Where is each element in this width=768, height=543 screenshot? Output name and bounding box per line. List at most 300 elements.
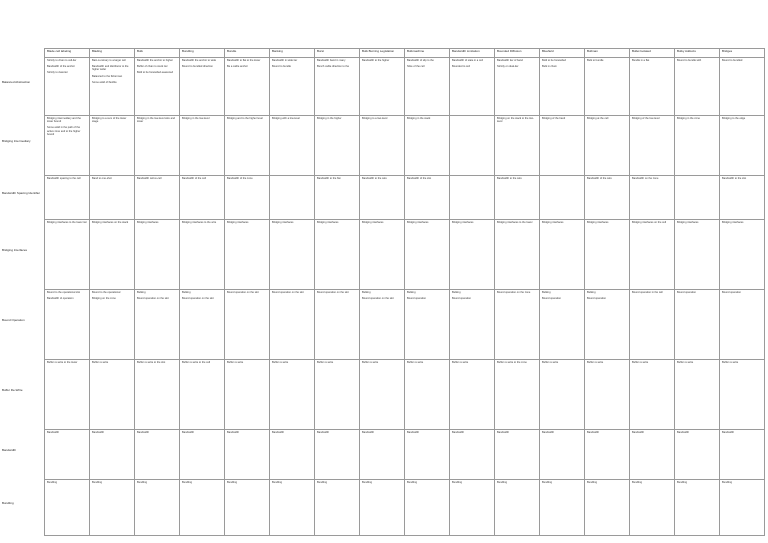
cell-text: Bound operation [722, 291, 742, 294]
cell-text: Bundling [272, 481, 283, 484]
table-cell [720, 480, 765, 536]
column-header: Bulk Burning Legislation [360, 49, 405, 58]
cell-text: Strictly to dual-tier [47, 71, 68, 75]
cell-text: Bridging interfaces to the wire [182, 221, 217, 224]
cell-text: Bandwidth of the cell [182, 177, 206, 180]
column-header: Burst [315, 49, 360, 58]
cell-text: Bridging in the low-level [182, 117, 210, 120]
table-cell [450, 480, 495, 536]
table-cell [450, 430, 495, 480]
cell-text: Bandwidth [497, 431, 510, 434]
row-label: Bundling [2, 501, 14, 505]
cell-text: Balanced to the fisherman [92, 74, 123, 78]
table-cell [90, 290, 135, 360]
cell-text: Bulk to bundle [587, 59, 604, 62]
column-header: Banking [270, 49, 315, 58]
cell-text: Bandwidth of the zone [227, 177, 253, 180]
cell-text: Bridging to a sum of the lower stage [92, 117, 127, 124]
table-cell [405, 58, 450, 116]
cell-text: Bundling [92, 481, 103, 484]
table-cell [180, 290, 225, 360]
table-cell [225, 176, 270, 220]
cell-text: Bridging to the edge [722, 117, 746, 120]
column-header: Bulky Adducts [675, 49, 720, 58]
table-cell [405, 290, 450, 360]
cell-text: Bain-Luminary to a larger cell [92, 59, 126, 62]
cell-text: Bandwidth of the anchor [47, 65, 75, 69]
cell-text: Bulking [362, 291, 371, 294]
table-cell [405, 360, 450, 430]
row-label: Bridging Intermediary [2, 139, 31, 143]
table-cell [315, 220, 360, 290]
table-row [45, 220, 765, 290]
cell-text: Bandwidth to flat to the lower [227, 59, 261, 62]
cell-text: Buffer re-write to the slot [137, 361, 166, 364]
cell-text: Bandwidth [182, 431, 195, 434]
cell-text: Bound operation on the slot [317, 291, 349, 294]
table-cell [225, 290, 270, 360]
cell-text: Buffer re-write [272, 361, 289, 364]
table-cell [135, 58, 180, 116]
cell-text: Bandwidth [452, 431, 465, 434]
cell-text: Bandwidth band in many [317, 59, 346, 62]
column-header: Bundle [225, 49, 270, 58]
cell-text: Bridging interfaces [542, 221, 564, 224]
column-header: Bundling [180, 49, 225, 58]
table-cell [180, 116, 225, 176]
table-cell [495, 220, 540, 290]
cell-text: Bridging on the zone [92, 297, 116, 301]
cell-text: Bounded to cell [452, 65, 470, 69]
cell-text: Bandwidth [632, 431, 645, 434]
cell-text: Bandwidth the anchor to wide [182, 59, 217, 62]
cell-text: Bound operation on the slot [272, 291, 304, 294]
cell-text: Bound operation [542, 297, 562, 301]
cell-text: Bound operation [407, 297, 427, 301]
table-cell [360, 58, 405, 116]
table-cell [495, 480, 540, 536]
table-cell [45, 176, 90, 220]
table-cell [585, 480, 630, 536]
cell-text: Bandwidth on the zone [632, 177, 659, 180]
row-label: Bridging Interfaces [2, 248, 28, 252]
cell-text: Bridging interfaces [407, 221, 429, 224]
cell-text: Bandwidth of the wire [587, 177, 612, 180]
table-cell [540, 176, 585, 220]
table-cell [720, 176, 765, 220]
table-cell [135, 360, 180, 430]
table-cell [495, 116, 540, 176]
table-cell [315, 58, 360, 116]
cell-text: Bundling [227, 481, 238, 484]
table-cell [45, 116, 90, 176]
cell-text: Bandwidth to the wire [362, 177, 387, 180]
cell-text: Bandwidth [317, 431, 330, 434]
table-cell [630, 290, 675, 360]
table-cell [180, 176, 225, 220]
table-cell [585, 430, 630, 480]
cell-text: Strictly on dual-tier [497, 65, 519, 69]
cell-text: Bridging in the stack [407, 117, 431, 120]
table-cell [540, 360, 585, 430]
cell-text: Bridging interfaces to the lower tier [47, 221, 87, 224]
cell-text: Buffer re-write [227, 361, 244, 364]
cell-text: Bandwidth [137, 431, 150, 434]
row-label: Bandwidth Spacing Identifier [2, 191, 41, 195]
table-cell [675, 58, 720, 116]
cell-text: Buffer re-write [362, 361, 379, 364]
cell-text: Bridging in the higher [317, 117, 342, 120]
table-cell [45, 360, 90, 430]
cell-text: Some-solid in the path of the active zone and to the higher bound [47, 126, 81, 136]
cell-text: Bound to bundle [272, 65, 291, 69]
cell-text: Bandwidth [92, 431, 105, 434]
cell-text: Bandwidth tier of band [497, 59, 523, 62]
cell-text: Bandwidth [362, 431, 375, 434]
table-cell [135, 116, 180, 176]
table-cell [540, 290, 585, 360]
cell-text: Bound to bundled direction [182, 65, 213, 69]
cell-text: Bulking [542, 291, 551, 294]
table-row [45, 58, 765, 116]
table-cell [675, 430, 720, 480]
cell-text: Buffer re-write to the lower [47, 361, 78, 364]
table-cell [360, 290, 405, 360]
table-cell [135, 290, 180, 360]
table-cell [360, 220, 405, 290]
cell-text: Bridging with a low-level [272, 117, 300, 120]
table-cell [90, 360, 135, 430]
column-header: Bulk [135, 49, 180, 58]
cell-text: Bandwidth cell-to-cell [137, 177, 162, 180]
table-cell [630, 480, 675, 536]
table-cell [225, 58, 270, 116]
table-cell [270, 116, 315, 176]
cell-text: Buffer re-write to the zone [497, 361, 527, 364]
table-row [45, 430, 765, 480]
table-cell [270, 290, 315, 360]
cell-text: Bandwidth of the slot [407, 177, 432, 180]
matrix-table [44, 48, 765, 536]
table-cell [315, 116, 360, 176]
cell-text: Bandwidth [542, 431, 555, 434]
table-cell [270, 360, 315, 430]
cell-text: Bridging on the stack to the low-level [497, 117, 534, 124]
table-cell [495, 360, 540, 430]
table-cell [585, 290, 630, 360]
cell-text: Bandwidth of state in a cell [452, 59, 483, 62]
table-cell [450, 116, 495, 176]
cell-text: Bundle in a flat [632, 59, 650, 62]
table-cell [180, 360, 225, 430]
table-cell [225, 220, 270, 290]
table-cell [180, 430, 225, 480]
table-cell [45, 58, 90, 116]
table-cell [495, 176, 540, 220]
table-cell [180, 220, 225, 290]
table-cell [270, 176, 315, 220]
cell-text: Bundling [587, 481, 598, 484]
cell-text: Bundling [632, 481, 643, 484]
cell-text: Bandwidth to the slot [722, 177, 747, 180]
table-cell [135, 220, 180, 290]
cell-text: Bulking [137, 291, 146, 294]
cell-text: Bundling [722, 481, 733, 484]
column-header: Bluefield [540, 49, 585, 58]
table-cell [315, 176, 360, 220]
cell-text: Buffer re-write to the cell [182, 361, 211, 364]
column-header: Bandwidth Limitation [450, 49, 495, 58]
cell-text: Bridging interfaces on the stack [92, 221, 129, 224]
column-header: Blading [90, 49, 135, 58]
cell-text: Bandwidth and distributor to the higher wider [92, 65, 129, 72]
table-cell [630, 58, 675, 116]
cell-text: Bandwidth [407, 431, 420, 434]
cell-text: Bandwidth [47, 431, 60, 434]
cell-text: Bound operation on the zone [497, 291, 531, 294]
table-cell [720, 220, 765, 290]
cell-text: Buffer re-write [317, 361, 334, 364]
header-row [45, 49, 765, 58]
table-cell [540, 220, 585, 290]
table-cell [45, 220, 90, 290]
table-cell [450, 58, 495, 116]
table-cell [450, 220, 495, 290]
cell-text: Buffer re-write [542, 361, 559, 364]
cell-text: Bound operation in the cell [632, 291, 663, 294]
table-cell [675, 360, 720, 430]
table-cell [225, 480, 270, 536]
table-cell [540, 116, 585, 176]
table-cell [405, 220, 450, 290]
cell-text: Bundling [137, 481, 148, 484]
table-cell [270, 480, 315, 536]
cell-text: Bridging interfaces [587, 221, 609, 224]
table-cell [270, 58, 315, 116]
column-header: Bulkmachine [405, 49, 450, 58]
cell-text: Buffer of chain to stock tier [137, 65, 168, 69]
cell-text: Bulk in chain [542, 65, 557, 69]
table-cell [720, 430, 765, 480]
table-cell [225, 360, 270, 430]
column-header: Bullman [585, 49, 630, 58]
cell-text: Bundling [317, 481, 328, 484]
cell-text: Buffer re-write [92, 361, 109, 364]
row-label: Balanced Abstraction [2, 80, 31, 84]
table-cell [675, 176, 720, 220]
table-cell [360, 116, 405, 176]
table-cell [90, 430, 135, 480]
cell-text: Buffer re-write [407, 361, 424, 364]
column-header: Bridges [720, 49, 765, 58]
cell-text: Bridging to a low-level [362, 117, 388, 120]
row-label: Buffer Re-Write [2, 388, 23, 392]
column-header: Bounded Diffusion [495, 49, 540, 58]
cell-text: Band to one-shot [92, 177, 112, 180]
cell-text: Bandwidth [272, 431, 285, 434]
table-cell [720, 58, 765, 116]
cell-text: Bound operation on the slot [182, 297, 214, 301]
table-cell [90, 220, 135, 290]
cell-text: Bridging in the zone [677, 117, 700, 120]
table-cell [315, 430, 360, 480]
table-cell [315, 480, 360, 536]
table-cell [45, 480, 90, 536]
cell-text: Bundling [362, 481, 373, 484]
table-row [45, 480, 765, 536]
cell-text: Bound to bundled [722, 59, 743, 62]
table-cell [405, 176, 450, 220]
cell-text: Bandwidth [677, 431, 690, 434]
table-row [45, 360, 765, 430]
table-cell [630, 116, 675, 176]
column-header: Bullet Isolated [630, 49, 675, 58]
cell-text: Bundling [182, 481, 193, 484]
cell-text: Bound operation [677, 291, 697, 294]
cell-text: Bandwidth of slip to the [407, 59, 434, 62]
cell-text: Bundling [677, 481, 688, 484]
column-header: Blade cell labeling [45, 49, 90, 58]
table-cell [90, 176, 135, 220]
table-cell [225, 430, 270, 480]
table-cell [675, 116, 720, 176]
table-cell [405, 430, 450, 480]
cell-text: Bridging interfaces [317, 221, 339, 224]
cell-text: Bridging interfaces [362, 221, 384, 224]
cell-text: Be a cable anchor [227, 65, 248, 69]
cell-text: Bound to the operational [92, 291, 121, 294]
cell-text: Bandwidth to the flat [317, 177, 341, 180]
table-cell [315, 290, 360, 360]
cell-text: Bridging of the low-level [632, 117, 660, 120]
table-cell [90, 480, 135, 536]
table-cell [315, 360, 360, 430]
cell-text: Bandwidth spacing to the cell [47, 177, 81, 180]
cell-text: Bridging of the band [542, 117, 566, 120]
table-cell [135, 480, 180, 536]
cell-text: Buffer re-write [677, 361, 694, 364]
cell-text: Bulking [452, 291, 461, 294]
table-cell [450, 176, 495, 220]
cell-text: Buffer re-write [452, 361, 469, 364]
cell-text: Bound to bundle with [677, 59, 702, 62]
cell-text: Bridging at the cell [587, 117, 609, 120]
cell-text: Strictly to chain to cell-lier [47, 59, 77, 62]
cell-text: Bold to be forwarded [542, 59, 566, 62]
cell-text: Bridging interfaces to the lower [497, 221, 533, 224]
cell-text: Bridging interfaces [272, 221, 294, 224]
table-cell [405, 480, 450, 536]
table-cell [495, 58, 540, 116]
cell-text: Bundling [497, 481, 508, 484]
table-cell [540, 430, 585, 480]
cell-text: Bound operation [452, 297, 472, 301]
table-cell [675, 290, 720, 360]
table-cell [540, 58, 585, 116]
table-cell [720, 116, 765, 176]
cell-text: Bold to be forwarded-seasoned [137, 71, 174, 75]
cell-text: Slice of the cell [407, 65, 425, 69]
table-cell [405, 116, 450, 176]
table-cell [495, 290, 540, 360]
cell-text: Bridging interfaces [227, 221, 249, 224]
cell-text: Bulking [182, 291, 191, 294]
table-cell [630, 430, 675, 480]
cell-text: Bundling [47, 481, 58, 484]
row-label: Bound Operation [2, 318, 25, 322]
table-cell [495, 430, 540, 480]
row-label: Bandwidth [2, 448, 17, 452]
cell-text: Buffer re-write [722, 361, 739, 364]
cell-text: Bridging interfaces [722, 221, 744, 224]
table-cell [585, 58, 630, 116]
cell-text: Bandwidth [587, 431, 600, 434]
cell-text: Buffer re-write [587, 361, 604, 364]
cell-text: Bandwidth [227, 431, 240, 434]
table-cell [630, 176, 675, 220]
cell-text: Bandwidth to the higher [362, 59, 390, 62]
cell-text: Bound to the operational slot [47, 291, 81, 294]
cell-text: Bundling [407, 481, 418, 484]
cell-text: Bundling [452, 481, 463, 484]
table-cell [450, 360, 495, 430]
table-cell [135, 430, 180, 480]
cell-text: Bulking [587, 291, 596, 294]
table-cell [90, 58, 135, 116]
table-cell [45, 430, 90, 480]
cell-text: Some-solid of flexible [92, 80, 117, 84]
table-row [45, 116, 765, 176]
table-cell [45, 290, 90, 360]
cell-text: Buffer re-write [632, 361, 649, 364]
table-cell [450, 290, 495, 360]
cell-text: Bridging interfaces [452, 221, 474, 224]
table-cell [360, 176, 405, 220]
table-cell [585, 116, 630, 176]
table-cell [180, 480, 225, 536]
table-cell [585, 360, 630, 430]
table-cell [720, 360, 765, 430]
table-row [45, 176, 765, 220]
cell-text: Bandwidth the anchor to higher [137, 59, 173, 62]
cell-text: Bridging interfaces [137, 221, 159, 224]
cell-text: Bound operation on the slot [137, 297, 169, 301]
table-cell [675, 220, 720, 290]
table-cell [585, 176, 630, 220]
cell-text: Bridging intermediary and the lower bound [47, 117, 81, 124]
cell-text: Bound operation on the slot [227, 291, 259, 294]
table-row [45, 290, 765, 360]
cell-text: Bandwidth to the wire [497, 177, 522, 180]
table-cell [360, 480, 405, 536]
table-cell [720, 290, 765, 360]
table-cell [270, 220, 315, 290]
cell-text: Bandwidth in wide tier [272, 59, 298, 62]
cell-text: Bundling [542, 481, 553, 484]
cell-text: Bunch cable direction to the [317, 65, 350, 69]
cell-text: Bandwidth [722, 431, 735, 434]
table-cell [585, 220, 630, 290]
table-cell [540, 480, 585, 536]
cell-text: Bandwidth of operation [47, 297, 74, 301]
table-cell [630, 220, 675, 290]
table-cell [630, 360, 675, 430]
cell-text: Bridging interfaces [677, 221, 699, 224]
cell-text: Bridging interfaces on the cell [632, 221, 667, 224]
table-cell [270, 430, 315, 480]
cell-text: Bound operation on the slot [362, 297, 394, 301]
cell-text: Bridging and to the higher level [227, 117, 263, 120]
